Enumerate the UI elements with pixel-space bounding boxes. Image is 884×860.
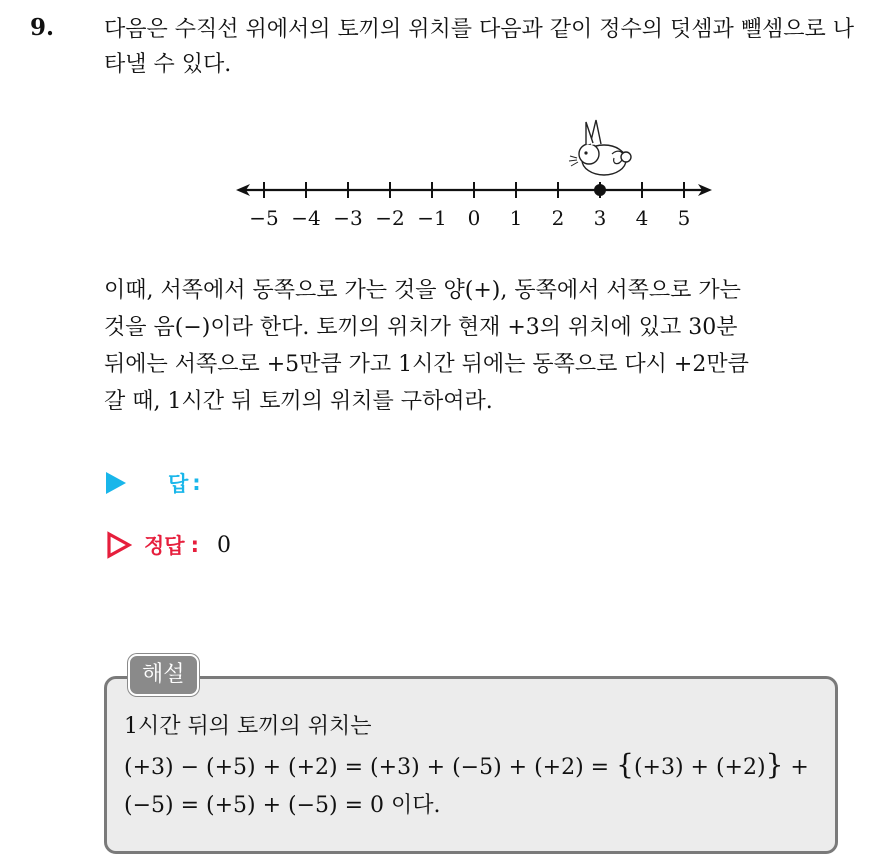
tick-label: 3 [593, 206, 607, 230]
answer-row [106, 466, 201, 500]
rabbit-position-dot [594, 184, 606, 196]
tick-label: −4 [291, 206, 321, 230]
explanation-line [124, 746, 834, 787]
correct-answer-row [106, 528, 231, 562]
tick-label: 2 [551, 206, 565, 230]
explanation-tab: 해설 [128, 654, 199, 696]
correct-answer-value: 0 [216, 532, 231, 558]
tick-label: −1 [417, 206, 447, 230]
question-number: 9. [30, 14, 55, 41]
number-line-figure [228, 112, 738, 242]
tick-label: 1 [509, 206, 523, 230]
paragraph-line: 이때, 서쪽에서 동쪽으로 가는 것을 양(+), 동쪽에서 서쪽으로 가는 [104, 278, 741, 303]
brace-close: } [765, 748, 784, 781]
explanation-text [124, 708, 834, 825]
tick-label: −3 [333, 206, 363, 230]
number-line [228, 112, 738, 242]
paragraph-line: 것을 음(−)이라 한다. 토끼의 위치가 현재 +3의 위치에 있고 30분 [104, 315, 738, 340]
paragraph-line: 뒤에는 서쪽으로 +5만큼 가고 1시간 뒤에는 동쪽으로 다시 +2만큼 [104, 352, 749, 377]
explanation-line: 1시간 뒤의 토끼의 위치는 [124, 714, 372, 739]
correct-answer-colon: : [190, 533, 199, 557]
tick-label: −5 [249, 206, 279, 230]
rabbit-icon [569, 120, 631, 175]
tick-label: 4 [635, 206, 649, 230]
answer-colon: : [192, 471, 201, 495]
triangle-outline-icon [106, 531, 132, 559]
correct-answer-label: 정답 [144, 534, 185, 558]
tick-label: 5 [677, 206, 691, 230]
tick-label: −2 [375, 206, 405, 230]
brace-open: { [616, 748, 634, 781]
problem-paragraph [104, 272, 874, 420]
play-icon [106, 472, 126, 494]
question-text: 다음은 수직선 위에서의 토끼의 위치를 다음과 같이 정수의 덧셈과 뺄셈으로 나타낼 수 있다. [104, 17, 854, 77]
equation-part: (+3) − (+5) + (+2) = (+3) + (−5) + (+2) = [124, 755, 617, 780]
answer-label: 답 [168, 472, 189, 496]
equation-part: (+3) + (+2) [633, 755, 766, 780]
tick-label: 0 [467, 206, 481, 230]
equation-part: + [783, 755, 809, 780]
paragraph-line: 갈 때, 1시간 뒤 토끼의 위치를 구하여라. [104, 389, 493, 414]
explanation-line: (−5) = (+5) + (−5) = 0 이다. [124, 793, 441, 818]
